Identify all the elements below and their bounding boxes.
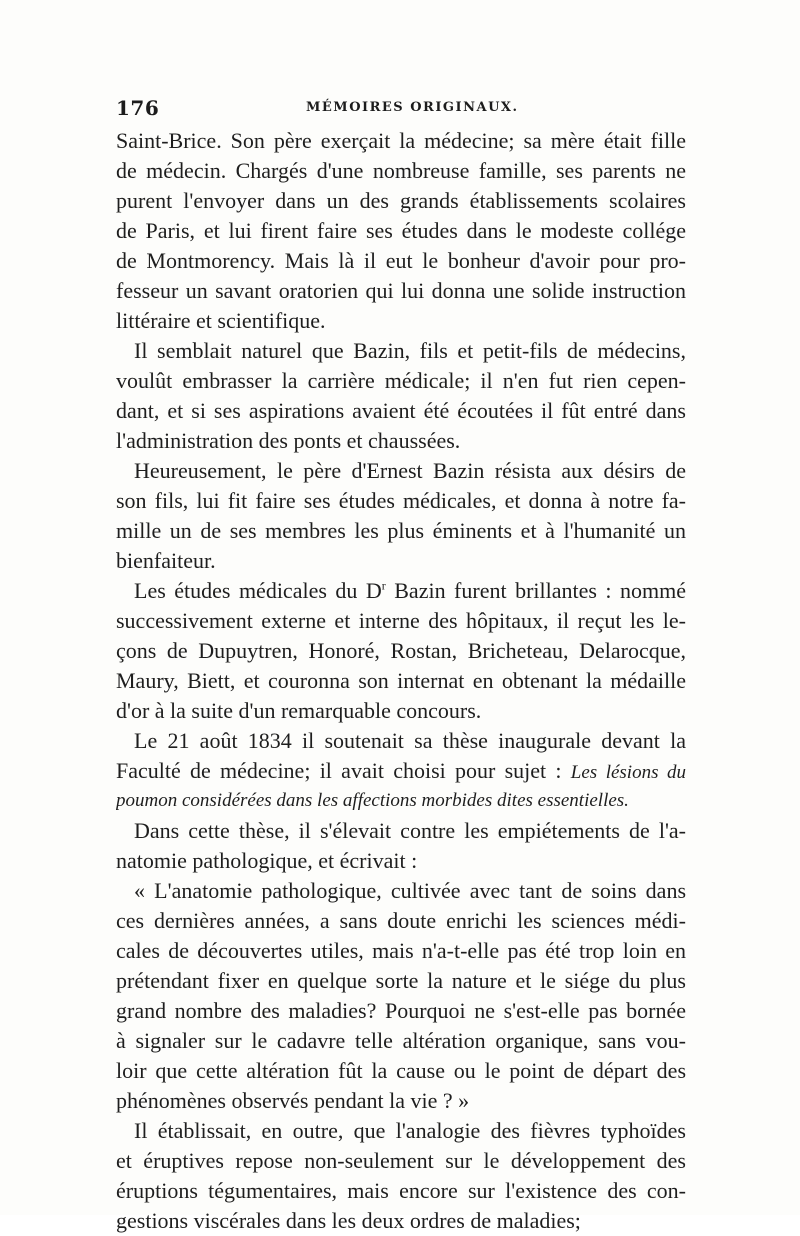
text-line: Maury, Biett, et couronna son internat en obtenant la médaille: [116, 668, 686, 693]
text-line: gestions viscérales dans les deux ordres de maladies;: [116, 1208, 581, 1233]
text-line: Heureusement, le père d'Ernest Bazin résista aux désirs de: [134, 458, 686, 483]
text-line: mille un de ses membres les plus éminents et à l'humanité un: [116, 518, 686, 543]
thesis-title-start: Les lésions du: [570, 762, 686, 783]
page-number: 176: [116, 96, 160, 120]
text-line: Dans cette thèse, il s'élevait contre les empiétements de l'a-: [134, 818, 686, 843]
text-line-doctor: [116, 576, 686, 606]
text-line-thesis: [116, 756, 686, 786]
quote-line: grand nombre des maladies? Pourquoi ne s'est-elle pas bornée: [116, 998, 686, 1023]
text-line: de Montmorency. Mais là il eut le bonheur d'avoir pour pro-: [116, 248, 686, 273]
text-line: successivement externe et interne des hôpitaux, il reçut les le-: [116, 608, 686, 633]
text-line: l'administration des ponts et chaussées.: [116, 428, 461, 453]
text-line: littéraire et scientifique.: [116, 308, 326, 333]
text-fragment: Bazin furent brillantes : nommé: [385, 578, 686, 603]
text-line: de Paris, et lui firent faire ses études dans le modeste collége: [116, 218, 686, 243]
quote-line: « L'anatomie pathologique, cultivée avec tant de soins dans: [134, 878, 686, 903]
text-line: Le 21 août 1834 il soutenait sa thèse inaugurale devant la: [134, 728, 686, 753]
text-fragment: Les études médicales du D: [134, 578, 382, 603]
text-line: dant, et si ses aspirations avaient été écoutées il fût entré dans: [116, 398, 686, 423]
text-line: çons de Dupuytren, Honoré, Rostan, Bricheteau, Delarocque,: [116, 638, 686, 663]
text-line: voulût embrasser la carrière médicale; il n'en fut rien cepen-: [116, 368, 686, 393]
text-line: bienfaiteur.: [116, 548, 216, 573]
quote-line: loir que cette altération fût la cause ou le point de départ des: [116, 1058, 686, 1083]
quote-line: prétendant fixer en quelque sorte la nature et le siége du plus: [116, 968, 686, 993]
text-line: purent l'envoyer dans un des grands établissements scolaires: [116, 188, 686, 213]
text-line: son fils, lui fit faire ses études médicales, et donna à notre fa-: [116, 488, 686, 513]
superscript: r: [381, 578, 386, 593]
quote-line: cales de découvertes utiles, mais n'a-t-elle pas été trop loin en: [116, 938, 686, 963]
text-line: fesseur un savant oratorien qui lui donna une solide instruction: [116, 278, 686, 303]
running-title: MÉMOIRES ORIGINAUX.: [306, 100, 519, 115]
text-line: Il semblait naturel que Bazin, fils et petit-fils de médecins,: [134, 338, 686, 363]
text-line: natomie pathologique, et écrivait :: [116, 848, 418, 873]
text-line: éruptions tégumentaires, mais encore sur l'existence des con-: [116, 1178, 686, 1203]
text-line: de médecin. Chargés d'une nombreuse famille, ses parents ne: [116, 158, 686, 183]
text-fragment: Faculté de médecine; il avait choisi pour sujet :: [116, 758, 571, 783]
quote-line: à signaler sur le cadavre telle altération organique, sans vou-: [116, 1028, 686, 1053]
text-line: et éruptives repose non-seulement sur le développement des: [116, 1148, 686, 1173]
text-line: d'or à la suite d'un remarquable concours.: [116, 698, 482, 723]
text-line: Il établissait, en outre, que l'analogie des fièvres typhoïdes: [134, 1118, 686, 1143]
quote-line: ces dernières années, a sans doute enrichi les sciences médi-: [116, 908, 686, 933]
text-line: Saint-Brice. Son père exerçait la médecine; sa mère était fille: [116, 128, 686, 153]
thesis-title-end: poumon considérées dans les affections morbides dites essentielles.: [116, 790, 629, 811]
running-head: [116, 96, 686, 124]
body-text: [116, 126, 686, 1236]
quote-line: phénomènes observés pendant la vie ? »: [116, 1088, 470, 1113]
